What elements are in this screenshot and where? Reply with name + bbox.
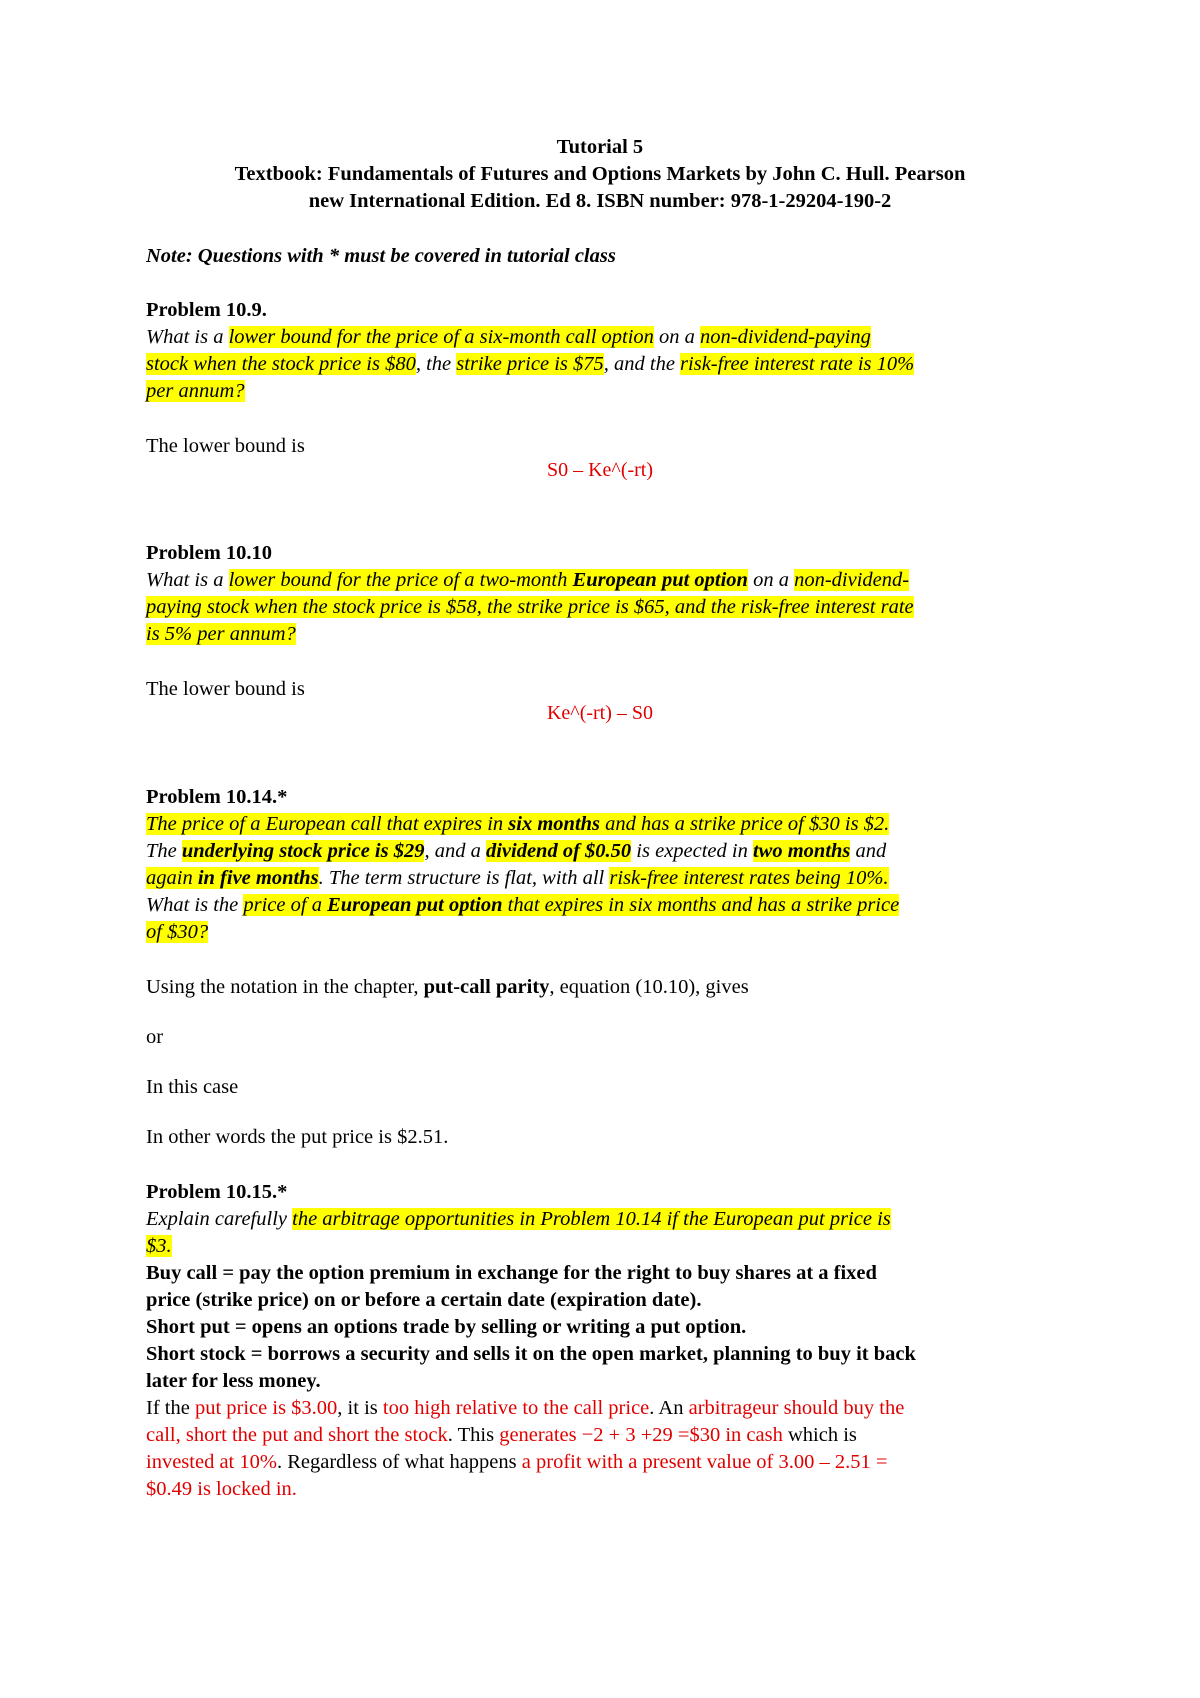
buy-call-definition-line-2: price (strike price) on or before a certain date (expiration date).: [146, 1289, 702, 1311]
problem-10-14-heading: Problem 10.14.*: [146, 786, 288, 808]
problem-10-14-question-line-3: again in five months. The term structure is flat, with all risk-free interest rates being 10%.: [146, 867, 889, 889]
problem-10-14-question-line-2: The underlying stock price is $29, and a dividend of $0.50 is expected in two months and: [146, 840, 887, 862]
problem-10-10-answer: The lower bound is: [146, 678, 305, 700]
problem-10-9-question-line-2: stock when the stock price is $80, the strike price is $75, and the risk-free interest rate is 10%: [146, 353, 915, 375]
problem-10-10-question-line-2: paying stock when the stock price is $58, the strike price is $65, and the risk-free interest rate: [146, 596, 914, 618]
problem-10-10-heading: Problem 10.10: [146, 542, 273, 564]
problem-10-9-formula: S0 – Ke^(-rt): [546, 459, 654, 481]
problem-10-9-answer: The lower bound is: [146, 435, 305, 457]
problem-10-14-question-line-5: of $30?: [146, 921, 209, 943]
problem-10-14-or: or: [146, 1026, 164, 1048]
short-put-definition: Short put = opens an options trade by selling or writing a put option.: [146, 1316, 747, 1338]
problem-10-15-answer-line-1: If the put price is $3.00, it is too high relative to the call price. An arbitrageur should buy the: [146, 1397, 905, 1419]
buy-call-definition-line-1: Buy call = pay the option premium in exchange for the right to buy shares at a fixed: [146, 1262, 877, 1284]
problem-10-15-answer-line-4: $0.49 is locked in.: [146, 1478, 297, 1500]
problem-10-10-formula: Ke^(-rt) – S0: [546, 702, 654, 724]
textbook-line-2: new International Edition. Ed 8. ISBN number: 978-1-29204-190-2: [308, 190, 892, 212]
problem-10-14-question-line-1: The price of a European call that expires in six months and has a strike price of $30 is $2.: [146, 813, 890, 835]
problem-10-9-question-line-1: What is a lower bound for the price of a six-month call option on a non-dividend-paying: [146, 326, 871, 348]
problem-10-15-question-line-1: Explain carefully the arbitrage opportunities in Problem 10.14 if the European put price is: [146, 1208, 891, 1230]
short-stock-definition-line-1: Short stock = borrows a security and sells it on the open market, planning to buy it back: [146, 1343, 916, 1365]
short-stock-definition-line-2: later for less money.: [146, 1370, 321, 1392]
problem-10-10-question-line-1: What is a lower bound for the price of a two-month European put option on a non-dividend-: [146, 569, 910, 591]
tutorial-note: Note: Questions with * must be covered in tutorial class: [146, 245, 616, 267]
problem-10-14-question-line-4: What is the price of a European put option that expires in six months and has a strike price: [146, 894, 900, 916]
problem-10-14-case: In this case: [146, 1076, 239, 1098]
problem-10-9-heading: Problem 10.9.: [146, 299, 267, 321]
textbook-line-1: Textbook: Fundamentals of Futures and Options Markets by John C. Hull. Pearson: [234, 163, 966, 185]
problem-10-15-heading: Problem 10.15.*: [146, 1181, 288, 1203]
problem-10-9-question-line-3: per annum?: [146, 380, 245, 402]
problem-10-15-answer-line-2: call, short the put and short the stock. This generates −2 + 3 +29 =$30 in cash which is: [146, 1424, 857, 1446]
problem-10-14-parity-line: Using the notation in the chapter, put-call parity, equation (10.10), gives: [146, 976, 749, 998]
problem-10-14-result: In other words the put price is $2.51.: [146, 1126, 449, 1148]
problem-10-15-question-line-2: $3.: [146, 1235, 172, 1257]
document-title: Tutorial 5: [556, 136, 644, 158]
problem-10-15-answer-line-3: invested at 10%. Regardless of what happens a profit with a present value of 3.00 – 2.51 =: [146, 1451, 888, 1473]
problem-10-10-question-line-3: is 5% per annum?: [146, 623, 296, 645]
